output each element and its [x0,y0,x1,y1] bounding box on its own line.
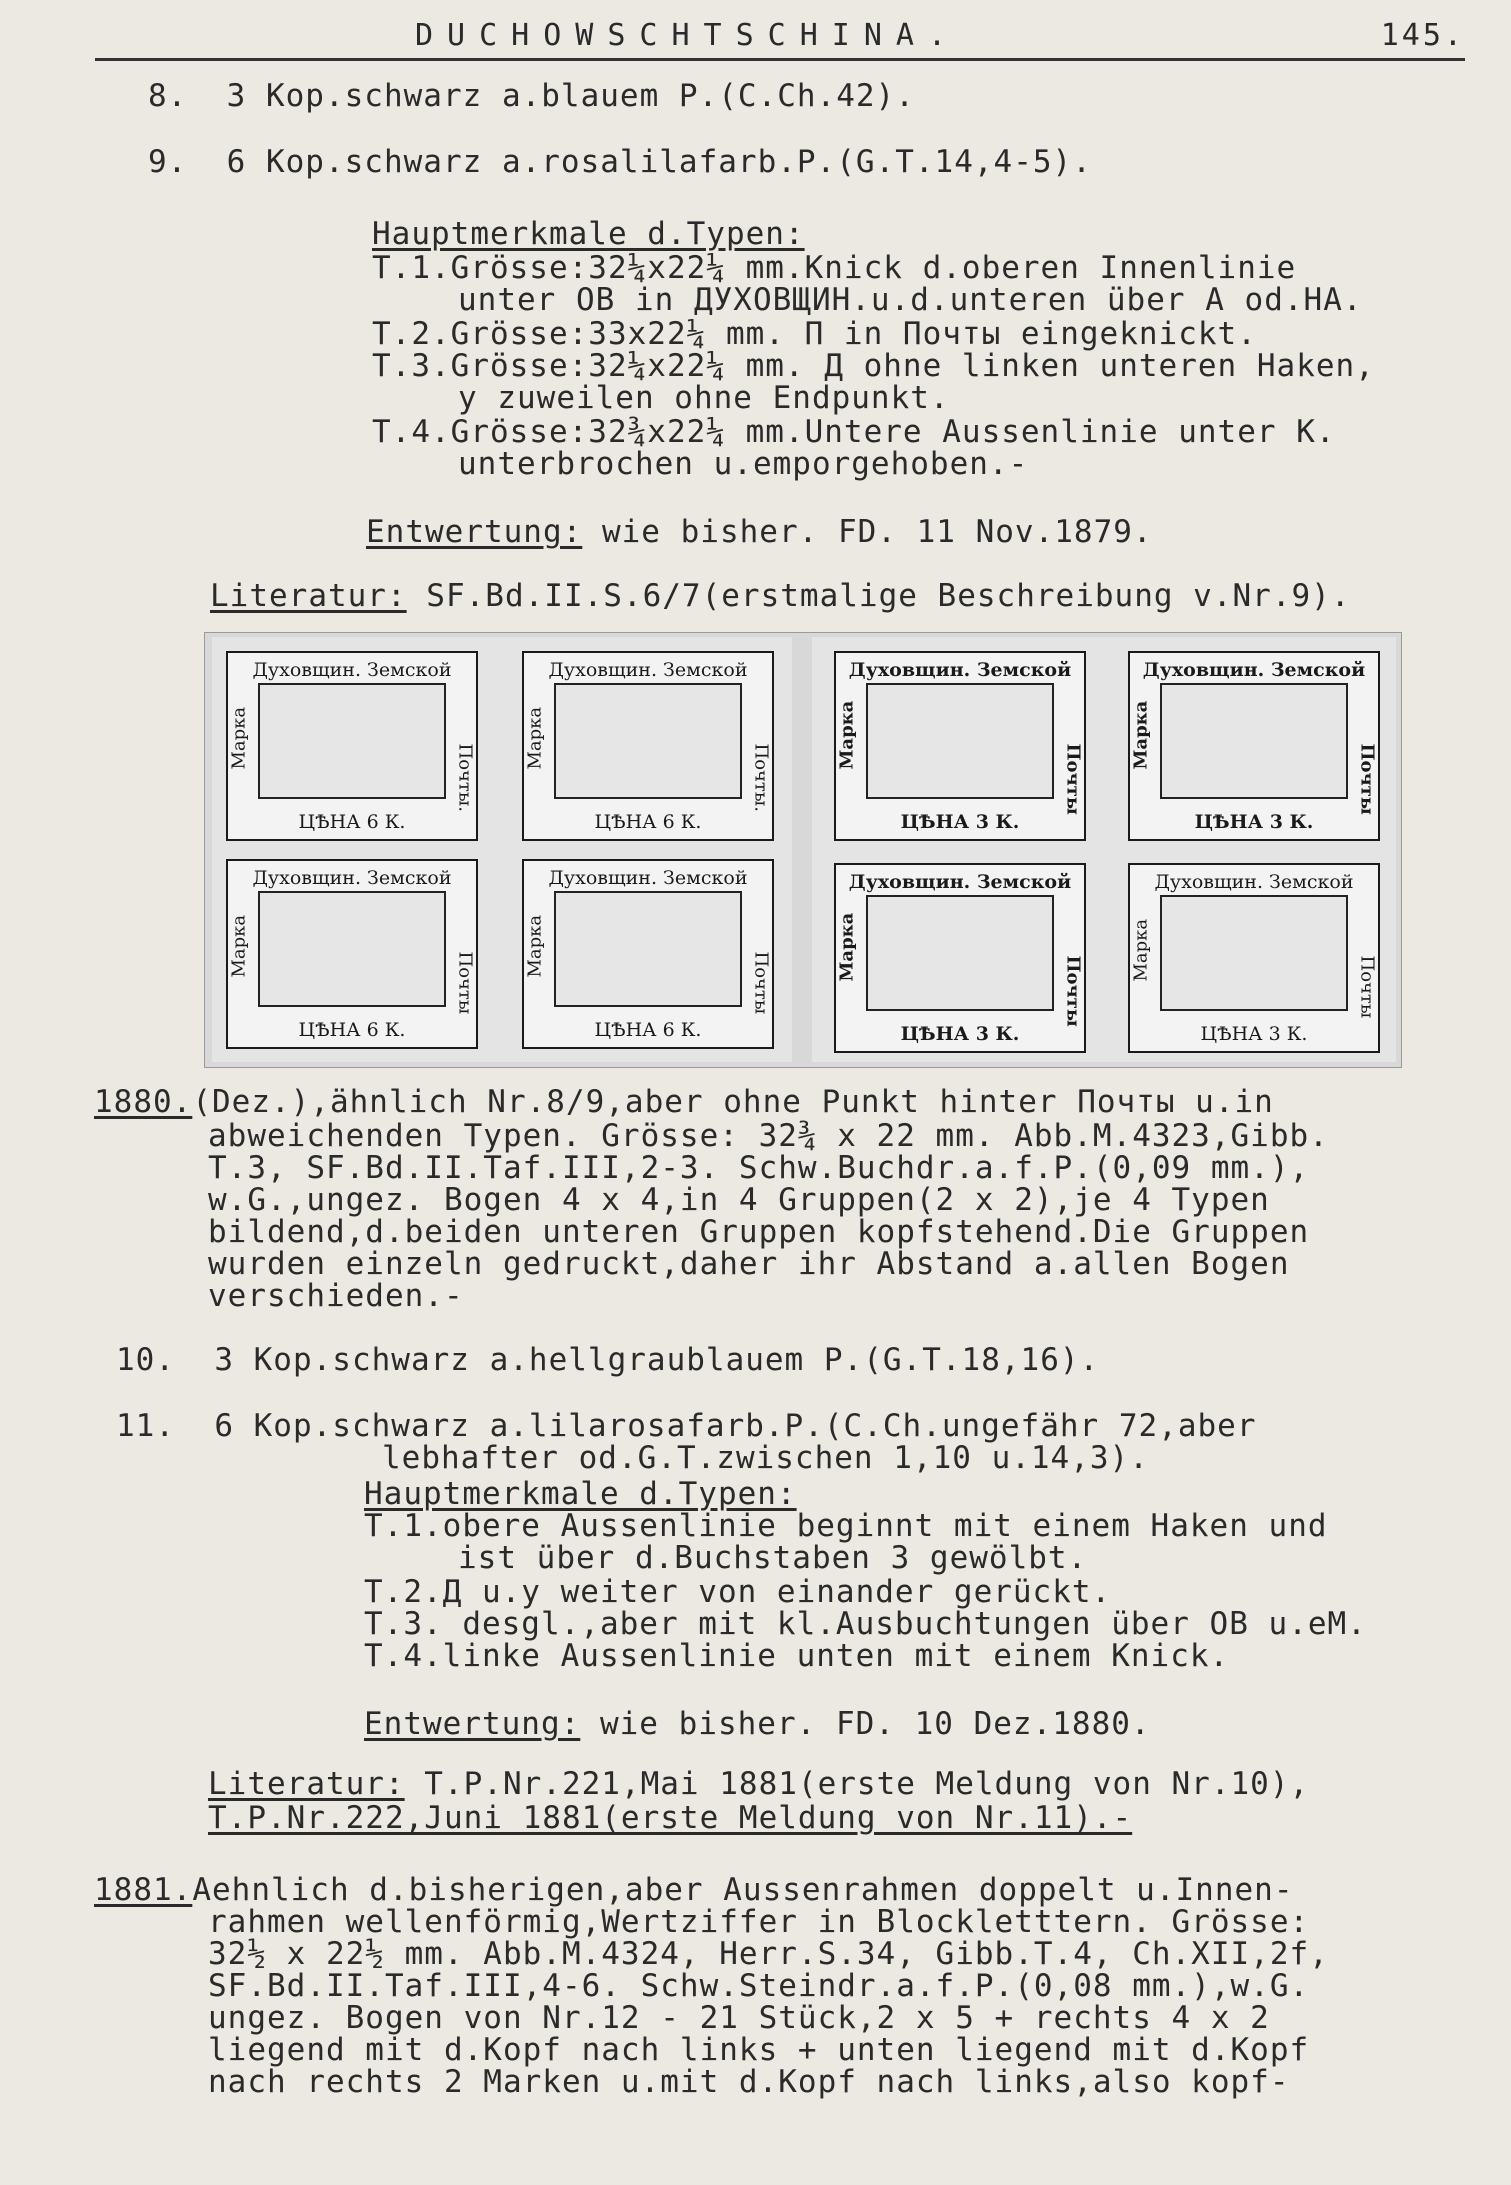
running-title: DUCHOWSCHTSCHINA. [415,18,961,53]
stamp: Духовщин. Земской ЦѢНА 6 К. Марка Почты. [522,651,774,841]
stamp-block-6k [212,637,792,1062]
stamp: Духовщин. Земской ЦѢНА 6 К. Марка Почты. [226,651,478,841]
stamp: Духовщин. Земской ЦѢНА 3 К. Марка Почты [834,651,1086,841]
entry-9: 9. 6 Kop.schwarz a.rosalilafarb.P.(G.T.14,4-5). [148,144,1092,180]
text-line: rahmen wellenförmig,Wertziffer in Blockletttern. Grösse: [208,1904,1310,1940]
types-heading: Hauptmerkmale d.Typen: [364,1476,797,1512]
stamp: Духовщин. Земской ЦѢНА 3 К. Марка Почты [1128,863,1380,1053]
type-line: y zuweilen ohne Endpunkt. [458,380,950,416]
text-line: abweichenden Typen. Grösse: 32¾ x 22 mm. Abb.M.4323,Gibb. [208,1118,1329,1154]
type-line: unter OB in ДУХОВЩИН.u.d.unteren über A od.HA. [458,282,1363,318]
cancellation-note: Entwertung: wie bisher. FD. 11 Nov.1879. [366,514,1153,550]
literature-note: Literatur: SF.Bd.II.S.6/7(erstmalige Beschreibung v.Nr.9). [210,578,1351,614]
type-line: T.3.Grösse:32¼x22¼ mm. Д ohne linken unteren Haken, [372,348,1375,384]
type-line: ist über d.Buchstaben З gewölbt. [458,1540,1088,1576]
type-line: T.3. desgl.,aber mit kl.Ausbuchtungen über OB u.eM. [364,1606,1367,1642]
page-header [95,14,1465,61]
stamp-block-3k [812,637,1396,1062]
text-line: w.G.,ungez. Bogen 4 x 4,in 4 Gruppen(2 x 2),je 4 Typen [208,1182,1270,1218]
text-line: bildend,d.beiden unteren Gruppen kopfstehend.Die Gruppen [208,1214,1310,1250]
text-line: T.3, SF.Bd.II.Taf.III,2-3. Schw.Buchdr.a.f.P.(0,09 mm.), [208,1150,1310,1186]
types-heading: Hauptmerkmale d.Typen: [372,216,805,252]
text-line: verschieden.- [208,1278,464,1314]
type-line: T.4.Grösse:32¾x22¼ mm.Untere Aussenlinie unter K. [372,414,1336,450]
stamp: Духовщин. Земской ЦѢНА 3 К. Марка Почты [834,863,1086,1053]
stamp: Духовщин. Земской ЦѢНА 6 К. Марка Почты [522,859,774,1049]
text-line: liegend mit d.Kopf nach links + unten liegend mit d.Kopf [208,2032,1310,2068]
text-line: nach rechts 2 Marken u.mit d.Kopf nach links,also kopf- [208,2064,1290,2100]
entry-10: 10. 3 Kop.schwarz a.hellgraublauem P.(G.T.18,16). [116,1342,1100,1378]
literature-note: Literatur: T.P.Nr.221,Mai 1881(erste Meldung von Nr.10), [208,1766,1310,1802]
stamp: Духовщин. Земской ЦѢНА 3 К. Марка Почты [1128,651,1380,841]
cancellation-note: Entwertung: wie bisher. FD. 10 Dez.1880. [364,1706,1151,1742]
stamp: Духовщин. Земской ЦѢНА 6 К. Марка Почты [226,859,478,1049]
type-line: T.1.Grösse:32¼x22¼ mm.Knick d.oberen Innenlinie [372,250,1297,286]
text-line: 32½ x 22½ mm. Abb.M.4324, Herr.S.34, Gibb.T.4, Ch.XII,2f, [208,1936,1329,1972]
text-line: wurden einzeln gedruckt,daher ihr Abstand a.allen Bogen [208,1246,1290,1282]
type-line: unterbrochen u.emporgehoben.- [458,446,1029,482]
issue-1880: 1880.(Dez.),ähnlich Nr.8/9,aber ohne Punkt hinter Почты u.in [94,1084,1274,1120]
text-line: SF.Bd.II.Taf.III,4-6. Schw.Steindr.a.f.P.(0,08 mm.),w.G. [208,1968,1310,2004]
type-line: T.4.linke Aussenlinie unten mit einem Knick. [364,1638,1230,1674]
literature-cont: T.P.Nr.222,Juni 1881(erste Meldung von Nr.11).- [208,1800,1133,1836]
entry-11-cont: lebhafter od.G.T.zwischen 1,10 u.14,3). [382,1440,1149,1476]
issue-1881: 1881.Aehnlich d.bisherigen,aber Aussenrahmen doppelt u.Innen- [94,1872,1294,1908]
type-line: T.2.Д u.y weiter von einander gerückt. [364,1574,1112,1610]
type-line: T.1.obere Aussenlinie beginnt mit einem Haken und [364,1508,1328,1544]
entry-11: 11. 6 Kop.schwarz a.lilarosafarb.P.(C.Ch.ungefähr 72,aber [116,1408,1257,1444]
text-line: ungez. Bogen von Nr.12 - 21 Stück,2 x 5 + rechts 4 x 2 [208,2000,1270,2036]
entry-8: 8. 3 Kop.schwarz a.blauem P.(C.Ch.42). [148,78,915,114]
page-number: 145. [1380,18,1465,53]
type-line: T.2.Grösse:33x22¼ mm. П in Почты eingeknickt. [372,316,1257,352]
